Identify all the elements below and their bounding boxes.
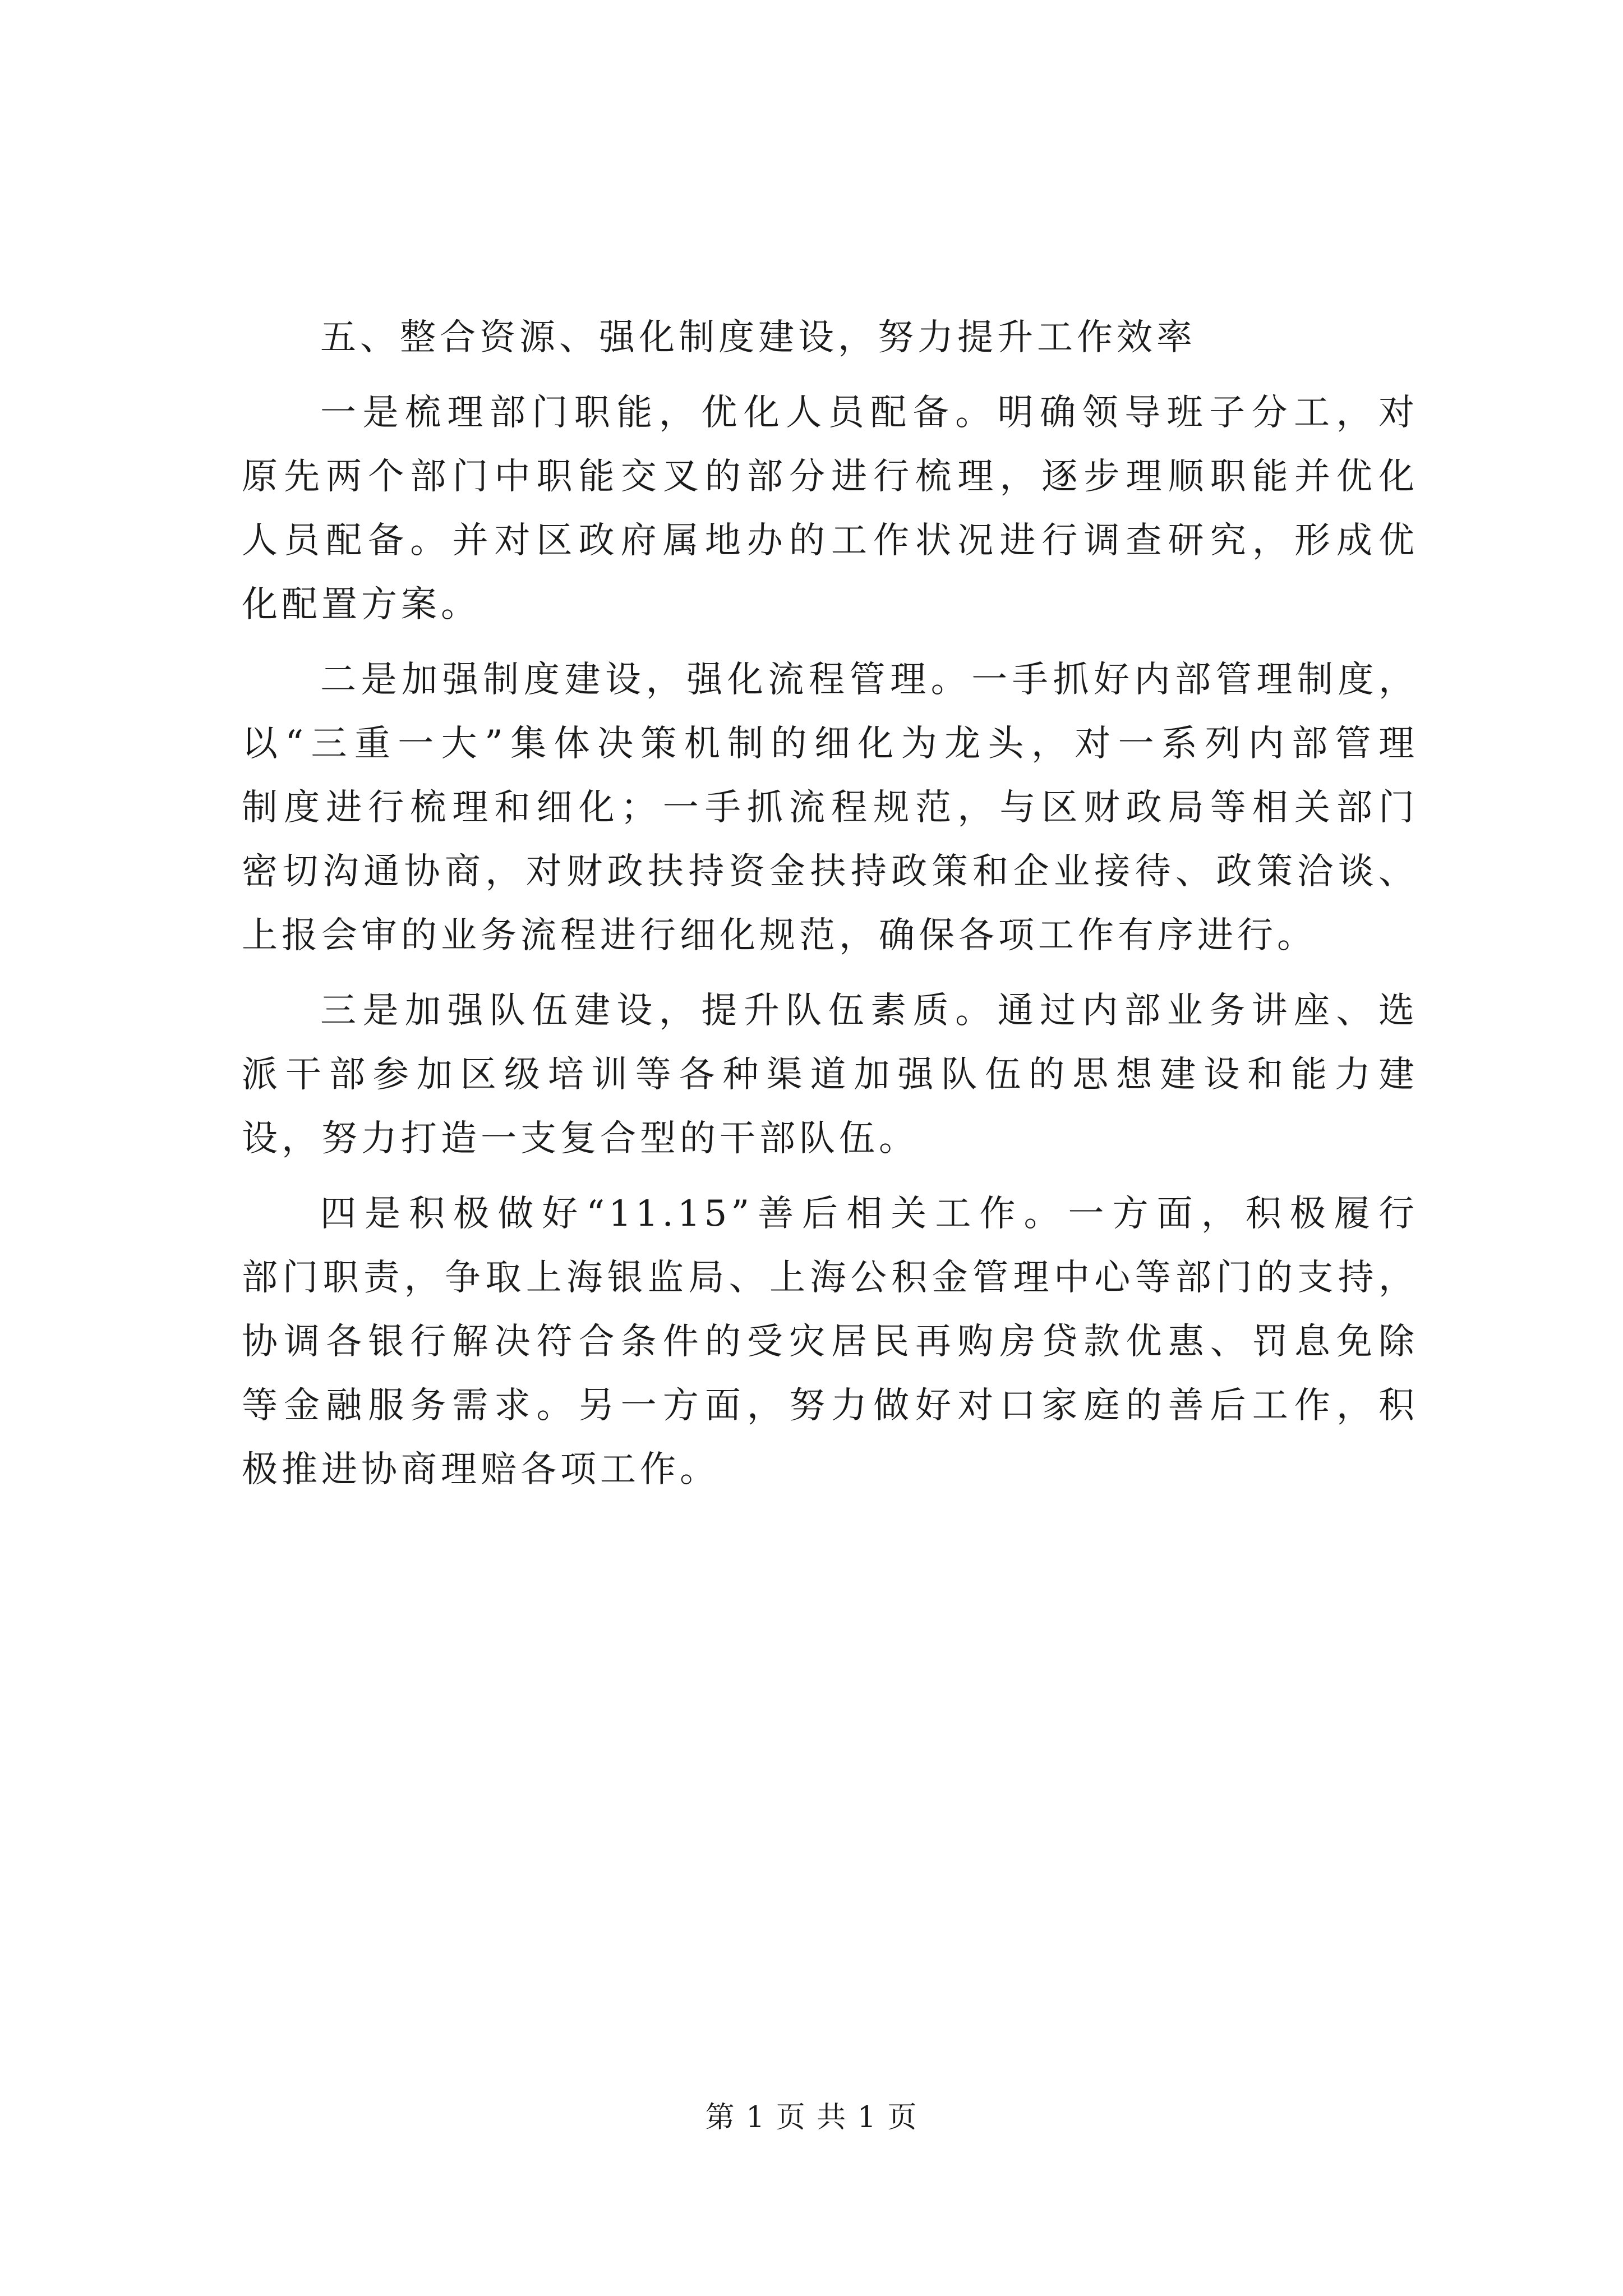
paragraph-line: 设，努力打造一支复合型的干部队伍。	[242, 1118, 919, 1159]
paragraph-line: 极推进协商理赔各项工作。	[242, 1449, 720, 1490]
paragraph-line: 派干部参加区级培训等各种渠道加强队伍的思想建设和能力建	[242, 1054, 1418, 1096]
paragraph-line: 四是积极做好“11.15”善后相关工作。一方面，积极履行	[320, 1193, 1418, 1235]
paragraph-line: 部门职责，争取上海银监局、上海公积金管理中心等部门的支持，	[242, 1257, 1418, 1299]
paragraph-4	[242, 1182, 1418, 1502]
paragraph-line: 人员配备。并对区政府属地办的工作状况进行调查研究，形成优	[242, 520, 1418, 562]
document-body	[242, 306, 1418, 1502]
paragraph-line: 协调各银行解决符合条件的受灾居民再购房贷款优惠、罚息免除	[242, 1321, 1418, 1363]
page-footer	[0, 2098, 1623, 2137]
paragraph-line: 以“三重一大”集体决策机制的细化为龙头，对一系列内部管理	[242, 723, 1418, 765]
paragraph-line: 三是加强队伍建设，提升队伍素质。通过内部业务讲座、选	[320, 990, 1418, 1032]
paragraph-line: 上报会审的业务流程进行细化规范，确保各项工作有序进行。	[242, 915, 1317, 956]
paragraph-3	[242, 979, 1418, 1171]
section-heading: 五、整合资源、强化制度建设，努力提升工作效率	[320, 317, 1196, 358]
paragraph-line: 二是加强制度建设，强化流程管理。一手抓好内部管理制度，	[320, 659, 1418, 701]
paragraph-1	[242, 381, 1418, 637]
paragraph-line: 化配置方案。	[242, 584, 481, 625]
paragraph-line: 制度进行梳理和细化；一手抓流程规范，与区财政局等相关部门	[242, 787, 1418, 829]
paragraph-line: 密切沟通协商，对财政扶持资金扶持政策和企业接待、政策洽谈、	[242, 851, 1418, 892]
paragraph-line: 原先两个部门中职能交叉的部分进行梳理，逐步理顺职能并优化	[242, 456, 1418, 498]
paragraph-2	[242, 648, 1418, 968]
paragraph-line: 一是梳理部门职能，优化人员配备。明确领导班子分工，对	[320, 392, 1418, 434]
page-indicator: 第 1 页 共 1 页	[705, 2101, 918, 2134]
paragraph-line: 等金融服务需求。另一方面，努力做好对口家庭的善后工作，积	[242, 1385, 1418, 1427]
